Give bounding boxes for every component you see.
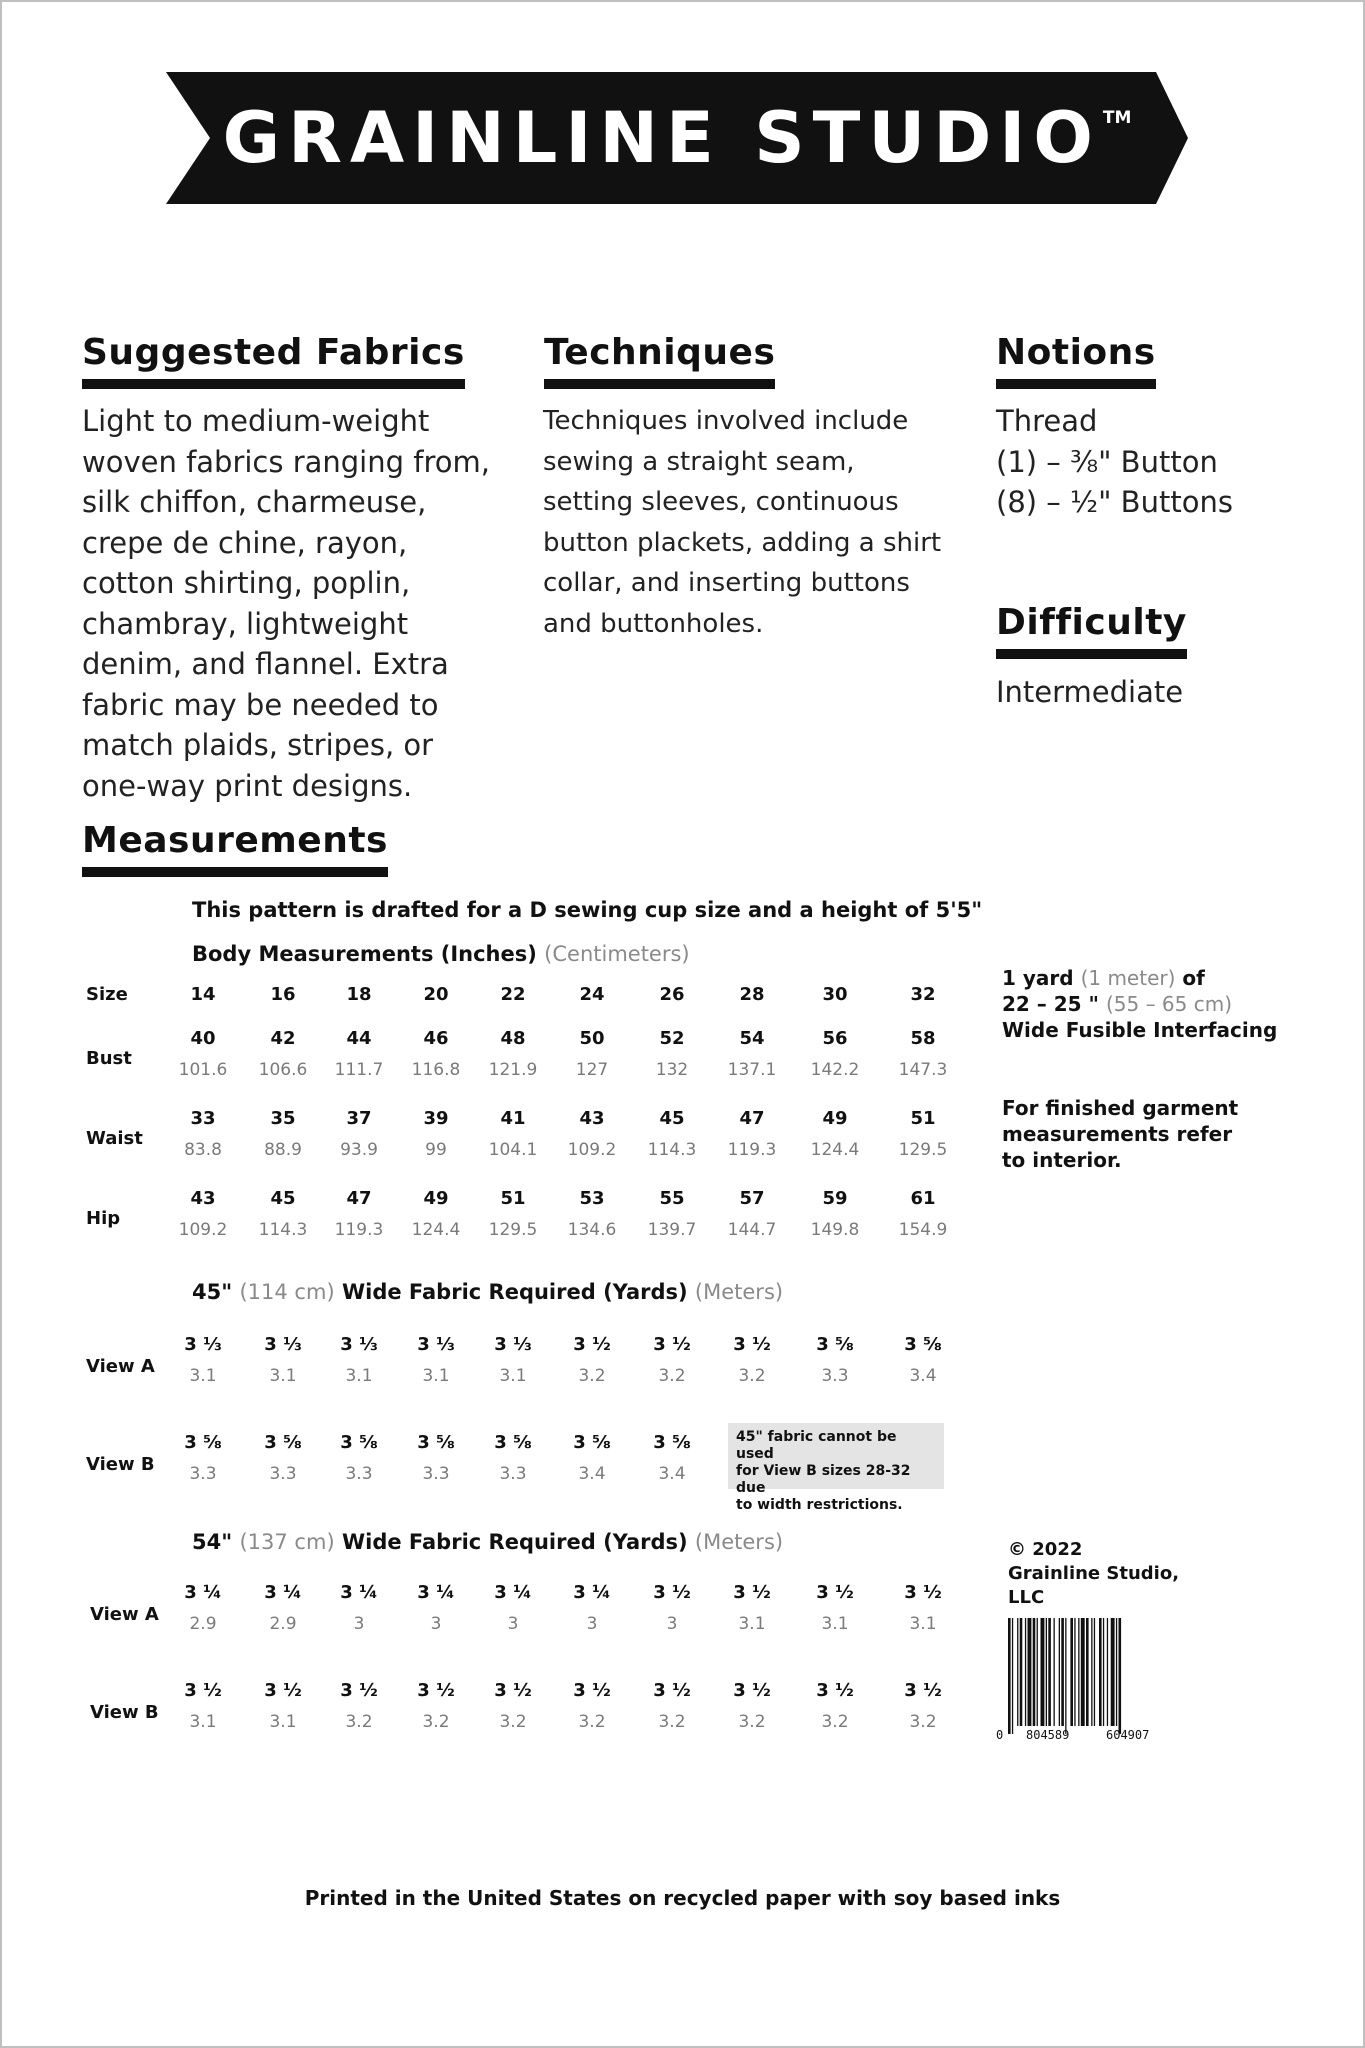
fabric-45-title: Wide Fabric Required (Yards) — [341, 1280, 688, 1304]
yards-cell: 3 ½ — [653, 1582, 691, 1603]
body-measurements-title: Body Measurements (Inches) — [192, 942, 537, 966]
barcode-bar — [1028, 1618, 1032, 1726]
meters-cell: 3.4 — [909, 1366, 937, 1386]
barcode-bar — [1099, 1618, 1102, 1726]
fabrics-line: silk chiffon, charmeuse, — [82, 485, 427, 519]
copyright-line: Grainline Studio, — [1008, 1563, 1180, 1584]
interfacing-yards: 1 yard — [1002, 966, 1074, 990]
fabrics-line: match plaids, stripes, or — [82, 728, 434, 762]
meters-cell: 3.1 — [189, 1712, 217, 1732]
yards-cell: 3 ½ — [733, 1582, 771, 1603]
fabrics-line: one-way print designs. — [82, 768, 413, 803]
barcode-bar — [1070, 1618, 1073, 1726]
meters-cell: 3.3 — [422, 1464, 450, 1484]
inches-cell: 43 — [579, 1108, 605, 1129]
techniques-heading: Techniques — [544, 332, 775, 389]
centimeters-cell: 119.3 — [334, 1220, 384, 1240]
finished-measurements-note — [1002, 1095, 1238, 1173]
difficulty-heading: Difficulty — [996, 602, 1187, 659]
centimeters-cell: 144.7 — [727, 1220, 777, 1240]
yards-cell: 3 ½ — [653, 1680, 691, 1701]
interfacing-type: Wide Fusible Interfacing — [1002, 1018, 1278, 1042]
view-row-label: View B — [90, 1702, 159, 1723]
fabric-45-units: (Meters) — [694, 1280, 784, 1304]
inches-cell: 44 — [346, 1028, 372, 1049]
inches-cell: 37 — [346, 1108, 372, 1129]
yards-cell: 3 ½ — [816, 1582, 854, 1603]
centimeters-cell: 104.1 — [488, 1140, 538, 1160]
centimeters-cell: 109.2 — [178, 1220, 228, 1240]
yards-cell: 3 ⅝ — [816, 1334, 854, 1355]
meters-cell: 3.2 — [821, 1712, 849, 1732]
body-measurements-units: (Centimeters) — [544, 942, 690, 966]
inches-cell: 59 — [822, 1188, 848, 1209]
inches-cell: 45 — [270, 1188, 296, 1209]
centimeters-cell: 124.4 — [411, 1220, 461, 1240]
view-row-label: View A — [90, 1604, 159, 1625]
yards-cell: 3 ⅝ — [653, 1432, 691, 1453]
fabric-45-restriction-note — [728, 1423, 944, 1513]
size-cell: 32 — [910, 984, 936, 1005]
barcode-digit-group: 804589 — [1026, 1728, 1070, 1742]
inches-cell: 47 — [739, 1108, 765, 1129]
barcode-bar — [1094, 1618, 1095, 1726]
meters-cell: 3.1 — [189, 1366, 217, 1386]
inches-cell: 42 — [270, 1028, 296, 1049]
inches-cell: 51 — [500, 1188, 526, 1209]
fabric-54-width-cm: (137 cm) — [239, 1530, 335, 1554]
meters-cell: 3.3 — [821, 1366, 849, 1386]
inches-cell: 49 — [822, 1108, 848, 1129]
view-row-label: View B — [86, 1454, 155, 1475]
size-cell: 24 — [579, 984, 605, 1005]
finished-note-line: to interior. — [1002, 1148, 1122, 1172]
inches-cell: 49 — [423, 1188, 449, 1209]
meters-cell: 3.2 — [658, 1366, 686, 1386]
inches-cell: 41 — [500, 1108, 526, 1129]
inches-cell: 48 — [500, 1028, 526, 1049]
meters-cell: 3.1 — [821, 1614, 849, 1634]
yards-cell: 3 ⅓ — [494, 1334, 532, 1355]
barcode-bar — [1091, 1618, 1092, 1726]
notions-line: Thread — [996, 404, 1098, 438]
meters-cell: 3.1 — [909, 1614, 937, 1634]
size-cell: 28 — [739, 984, 765, 1005]
meters-cell: 3.1 — [269, 1366, 297, 1386]
techniques-line: Techniques involved include — [543, 406, 909, 436]
barcode-bar — [1008, 1618, 1011, 1734]
meters-cell: 3.2 — [658, 1712, 686, 1732]
meters-cell: 3.2 — [578, 1712, 606, 1732]
yards-cell: 3 ⅓ — [264, 1334, 302, 1355]
inches-cell: 51 — [910, 1108, 936, 1129]
meters-cell: 3.1 — [499, 1366, 527, 1386]
meters-cell: 3.2 — [345, 1712, 373, 1732]
inches-cell: 40 — [190, 1028, 216, 1049]
yards-cell: 3 ⅝ — [417, 1432, 455, 1453]
inches-cell: 57 — [739, 1188, 765, 1209]
interfacing-of: of — [1182, 966, 1205, 990]
printing-footer: Printed in the United States on recycled paper with soy based inks — [304, 1886, 1061, 1910]
centimeters-cell: 88.9 — [264, 1140, 302, 1160]
yards-cell: 3 ⅝ — [264, 1432, 302, 1453]
yards-cell: 3 ½ — [904, 1680, 942, 1701]
barcode-bar — [1048, 1618, 1051, 1726]
yards-cell: 3 ½ — [733, 1680, 771, 1701]
centimeters-cell: 99 — [425, 1140, 447, 1160]
meters-cell: 3 — [353, 1614, 365, 1634]
barcode-bar — [1041, 1618, 1045, 1726]
size-row-label: Size — [86, 984, 128, 1005]
yards-cell: 3 ½ — [494, 1680, 532, 1701]
yards-cell: 3 ½ — [264, 1680, 302, 1701]
size-cell: 20 — [423, 984, 449, 1005]
barcode-bar — [1059, 1618, 1060, 1726]
yards-cell: 3 ¼ — [494, 1582, 532, 1603]
yards-cell: 3 ½ — [573, 1680, 611, 1701]
centimeters-cell: 114.3 — [258, 1220, 308, 1240]
barcode-bar — [1119, 1618, 1122, 1734]
finished-note-line: measurements refer — [1002, 1122, 1233, 1146]
fabrics-line: cotton shirting, poplin, — [82, 566, 411, 600]
centimeters-cell: 93.9 — [340, 1140, 378, 1160]
meters-cell: 3.1 — [738, 1614, 766, 1634]
meters-cell: 3.3 — [499, 1464, 527, 1484]
size-cell: 18 — [346, 984, 372, 1005]
yards-cell: 3 ⅝ — [184, 1432, 222, 1453]
centimeters-cell: 132 — [655, 1060, 689, 1080]
yards-cell: 3 ⅝ — [494, 1432, 532, 1453]
centimeters-cell: 139.7 — [647, 1220, 697, 1240]
yards-cell: 3 ½ — [417, 1680, 455, 1701]
meters-cell: 3.4 — [578, 1464, 606, 1484]
view-row-label: View A — [86, 1356, 155, 1377]
copyright-line: © 2022 — [1008, 1539, 1083, 1560]
trademark-mark: TM — [1102, 108, 1132, 128]
interfacing-meters: (1 meter) — [1080, 966, 1176, 990]
fabrics-line: denim, and flannel. Extra — [82, 647, 449, 681]
centimeters-cell: 149.8 — [810, 1220, 860, 1240]
yards-cell: 3 ¼ — [417, 1582, 455, 1603]
barcode-bar — [1107, 1618, 1108, 1726]
measurement-row-label: Bust — [86, 1048, 132, 1069]
meters-cell: 3.2 — [738, 1712, 766, 1732]
yards-cell: 3 ½ — [733, 1334, 771, 1355]
meters-cell: 3.3 — [345, 1464, 373, 1484]
inches-cell: 53 — [579, 1188, 605, 1209]
centimeters-cell: 109.2 — [567, 1140, 617, 1160]
barcode-bar — [1020, 1618, 1023, 1726]
barcode-bar — [1061, 1618, 1064, 1726]
inches-cell: 33 — [190, 1108, 216, 1129]
techniques-line: collar, and inserting buttons — [543, 568, 910, 598]
difficulty-value: Intermediate — [996, 675, 1184, 709]
centimeters-cell: 142.2 — [810, 1060, 860, 1080]
copyright-notice — [1008, 1538, 1179, 1610]
notions-text — [996, 401, 1233, 523]
barcode-bar — [1054, 1618, 1055, 1726]
techniques-text — [543, 401, 941, 644]
notions-line: (8) – ½" Buttons — [996, 485, 1233, 519]
pattern-draft-note: This pattern is drafted for a D sewing cup size and a height of 5'5" — [192, 898, 983, 922]
barcode-bar — [1078, 1618, 1079, 1726]
yards-cell: 3 ¼ — [573, 1582, 611, 1603]
inches-cell: 52 — [659, 1028, 685, 1049]
inches-cell: 54 — [739, 1028, 765, 1049]
fabric-54-label — [192, 1530, 783, 1554]
inches-cell: 45 — [659, 1108, 685, 1129]
barcode-bar — [1037, 1618, 1038, 1726]
fabric-45-width-cm: (114 cm) — [239, 1280, 335, 1304]
brand-title — [166, 72, 1188, 204]
yards-cell: 3 ⅓ — [417, 1334, 455, 1355]
barcode-bar — [1081, 1618, 1085, 1726]
yards-cell: 3 ½ — [653, 1334, 691, 1355]
fabrics-line: fabric may be needed to — [82, 687, 439, 722]
notions-line: (1) – ⅜" Button — [996, 444, 1218, 479]
inches-cell: 35 — [270, 1108, 296, 1129]
barcode-bar — [1103, 1618, 1104, 1726]
fabrics-line: Light to medium-weight — [82, 404, 430, 438]
barcode-bar — [1017, 1618, 1018, 1726]
size-cell: 16 — [270, 984, 296, 1005]
yards-cell: 3 ½ — [904, 1582, 942, 1603]
meters-cell: 3 — [430, 1614, 442, 1634]
finished-note-line: For finished garment — [1002, 1096, 1239, 1120]
centimeters-cell: 101.6 — [178, 1060, 228, 1080]
size-cell: 22 — [500, 984, 526, 1005]
inches-cell: 58 — [910, 1028, 936, 1049]
measurement-row-label: Hip — [86, 1208, 121, 1229]
barcode-bar — [1033, 1618, 1036, 1726]
yards-cell: 3 ⅓ — [340, 1334, 378, 1355]
note-line: for View B sizes 28-32 due — [736, 1463, 911, 1496]
centimeters-cell: 129.5 — [488, 1220, 538, 1240]
meters-cell: 3.2 — [578, 1366, 606, 1386]
techniques-line: and buttonholes. — [543, 608, 764, 639]
inches-cell: 56 — [822, 1028, 848, 1049]
difficulty-text — [996, 672, 1183, 713]
inches-cell: 46 — [423, 1028, 449, 1049]
centimeters-cell: 127 — [575, 1060, 609, 1080]
yards-cell: 3 ½ — [573, 1334, 611, 1355]
yards-cell: 3 ⅝ — [340, 1432, 378, 1453]
meters-cell: 3.1 — [345, 1366, 373, 1386]
yards-cell: 3 ½ — [184, 1680, 222, 1701]
centimeters-cell: 114.3 — [647, 1140, 697, 1160]
centimeters-cell: 121.9 — [488, 1060, 538, 1080]
fabrics-line: chambray, lightweight — [82, 606, 409, 641]
fabric-45-width: 45" — [192, 1280, 233, 1304]
meters-cell: 3.1 — [269, 1712, 297, 1732]
yards-cell: 3 ¼ — [340, 1582, 378, 1603]
barcode-image — [1008, 1618, 1162, 1740]
fabric-54-width: 54" — [192, 1530, 233, 1554]
notions-heading: Notions — [996, 332, 1156, 389]
yards-cell: 3 ¼ — [184, 1582, 222, 1603]
barcode-bar — [1086, 1618, 1089, 1726]
interfacing-width: 22 – 25 " — [1002, 992, 1099, 1016]
inches-cell: 43 — [190, 1188, 216, 1209]
meters-cell: 3 — [586, 1614, 598, 1634]
size-cell: 30 — [822, 984, 848, 1005]
centimeters-cell: 116.8 — [411, 1060, 461, 1080]
size-cell: 26 — [659, 984, 685, 1005]
measurements-heading: Measurements — [82, 820, 388, 877]
body-measurements-label — [192, 942, 690, 966]
inches-cell: 39 — [423, 1108, 449, 1129]
meters-cell: 3.2 — [422, 1712, 450, 1732]
copyright-line: LLC — [1008, 1587, 1045, 1608]
inches-cell: 47 — [346, 1188, 372, 1209]
barcode-bar — [1116, 1618, 1117, 1726]
barcode-bar — [1012, 1618, 1013, 1734]
inches-cell: 55 — [659, 1188, 685, 1209]
inches-cell: 50 — [579, 1028, 605, 1049]
centimeters-cell: 83.8 — [184, 1140, 222, 1160]
barcode-bar — [1065, 1618, 1066, 1734]
centimeters-cell: 134.6 — [567, 1220, 617, 1240]
yards-cell: 3 ⅝ — [573, 1432, 611, 1453]
meters-cell: 3.2 — [499, 1712, 527, 1732]
barcode-bar — [1074, 1618, 1075, 1726]
barcode-bar — [1025, 1618, 1026, 1726]
meters-cell: 3.3 — [269, 1464, 297, 1484]
brand-name: GRAINLINE STUDIO — [222, 97, 1101, 179]
interfacing-width-cm: (55 – 65 cm) — [1105, 992, 1233, 1016]
centimeters-cell: 129.5 — [898, 1140, 948, 1160]
meters-cell: 2.9 — [189, 1614, 217, 1634]
fabrics-line: woven fabrics ranging from, — [82, 444, 490, 479]
suggested-fabrics-heading: Suggested Fabrics — [82, 332, 465, 389]
barcode-bar — [1046, 1618, 1047, 1726]
fabrics-line: crepe de chine, rayon, — [82, 525, 408, 560]
fabric-54-title: Wide Fabric Required (Yards) — [341, 1530, 688, 1554]
centimeters-cell: 111.7 — [334, 1060, 384, 1080]
centimeters-cell: 137.1 — [727, 1060, 777, 1080]
size-cell: 14 — [190, 984, 216, 1005]
yards-cell: 3 ⅓ — [184, 1334, 222, 1355]
techniques-line: button plackets, adding a shirt — [543, 527, 942, 558]
barcode-bar — [1111, 1618, 1115, 1726]
note-line: 45" fabric cannot be used — [736, 1429, 897, 1462]
yards-cell: 3 ½ — [816, 1680, 854, 1701]
meters-cell: 3.2 — [909, 1712, 937, 1732]
centimeters-cell: 124.4 — [810, 1140, 860, 1160]
barcode-digit-group: 0 — [996, 1728, 1004, 1742]
meters-cell: 3.2 — [738, 1366, 766, 1386]
meters-cell: 3 — [666, 1614, 678, 1634]
yards-cell: 3 ¼ — [264, 1582, 302, 1603]
measurement-row-label: Waist — [86, 1128, 143, 1149]
centimeters-cell: 147.3 — [898, 1060, 948, 1080]
centimeters-cell: 154.9 — [898, 1220, 948, 1240]
yards-cell: 3 ⅝ — [904, 1334, 942, 1355]
fabric-54-units: (Meters) — [694, 1530, 784, 1554]
barcode-digit-group: 604907 — [1106, 1728, 1150, 1742]
centimeters-cell: 106.6 — [258, 1060, 308, 1080]
meters-cell: 3.3 — [189, 1464, 217, 1484]
interfacing-requirement — [1002, 965, 1277, 1043]
techniques-line: sewing a straight seam, — [543, 446, 855, 477]
note-line: to width restrictions. — [736, 1497, 903, 1513]
techniques-line: setting sleeves, continuous — [543, 487, 899, 517]
meters-cell: 3.4 — [658, 1464, 686, 1484]
fabric-45-label — [192, 1280, 783, 1304]
brand-banner — [166, 72, 1188, 204]
suggested-fabrics-text — [82, 401, 490, 806]
meters-cell: 3.1 — [422, 1366, 450, 1386]
meters-cell: 2.9 — [269, 1614, 297, 1634]
yards-cell: 3 ½ — [340, 1680, 378, 1701]
inches-cell: 61 — [910, 1188, 936, 1209]
centimeters-cell: 119.3 — [727, 1140, 777, 1160]
meters-cell: 3 — [507, 1614, 519, 1634]
